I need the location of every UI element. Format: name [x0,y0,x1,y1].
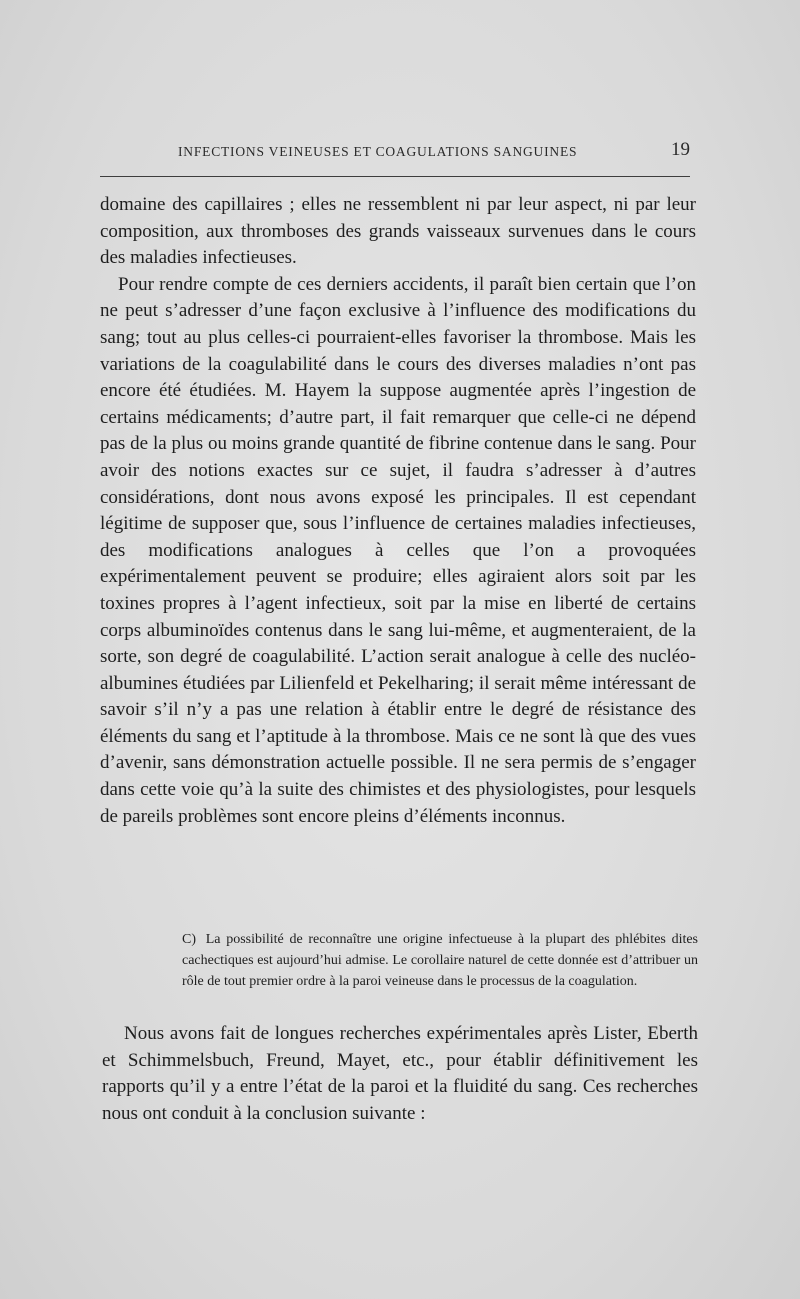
paragraph-2: Pour rendre compte de ces derniers accidents, il paraît bien certain que l’on ne peut s’adresser d’une façon exclusive à l’influence des modifications du sang; tout au plus celles-ci pourraient-elles favoriser la thrombose. Mais les variations de la coagulabilité dans le cours des diverses maladies n’ont pas encore été étudiées. M. Hayem la suppose augmentée après l’ingestion de certains médicaments; d’autre part, il fait remarquer que celle-ci ne dépend pas de la plus ou moins grande quantité de fibrine contenue dans le sang. Pour avoir des notions exactes sur ce sujet, il faudra s’adresser à d’autres considérations, dont nous avons exposé les principales. Il est cependant légitime de supposer que, sous l’influence de certaines maladies infectieuses, des modifications analogues à celles que l’on a provoquées expérimentalement peuvent se produire; elles agiraient alors soit par les toxines propres à l’agent infectieux, soit par la mise en liberté de certains corps albuminoïdes contenus dans le sang lui-même, et augmenteraient, de la sorte, son degré de coagulabilité. L’action serait analogue à celle des nucléo-albumines étudiées par Lilienfeld et Pekelharing; il serait même intéressant de savoir s’il n’y a pas une relation à établir entre le degré de résistance des éléments du sang et l’aptitude à la thrombose. Mais ce ne sont là que des vues d’avenir, sans démonstration actuelle possible. Il ne sera permis de s’engager dans cette voie qu’à la suite des chimistes et des physiologistes, pour lesquels de pareils problèmes sont encore pleins d’éléments inconnus. [100,273,696,827]
page-header [100,138,700,172]
note-label: C) [182,932,196,947]
header-rule [100,176,690,177]
running-title: INFECTIONS VEINEUSES ET COAGULATIONS SANGUINES [178,144,578,159]
closing-text-block [102,1021,698,1127]
paragraph-3: Nous avons fait de longues recherches expérimentales après Lister, Eberth et Schimmelsbuch, Freund, Mayet, etc., pour établir définitivement les rapports qu’il y a entre l’état de la paroi et la fluidité du sang. Ces recherches nous ont conduit à la conclusion suivante : [102,1023,698,1124]
main-text-block [100,192,696,830]
page-number: 19 [671,139,690,160]
paragraph-1: domaine des capillaires ; elles ne ressemblent ni par leur aspect, ni par leur composition, aux thromboses des grands vaisseaux survenues dans le cours des maladies infectieuses. [100,194,696,269]
note-text: La possibilité de reconnaître une origine infectueuse à la plupart des phlébites dites cachectiques est aujourd’hui admise. Le corollaire naturel de cette donnée est d’attribuer un rôle de tout premier ordre à la paroi veineuse dans le processus de la coagulation. [182,932,699,990]
section-note [182,929,698,993]
